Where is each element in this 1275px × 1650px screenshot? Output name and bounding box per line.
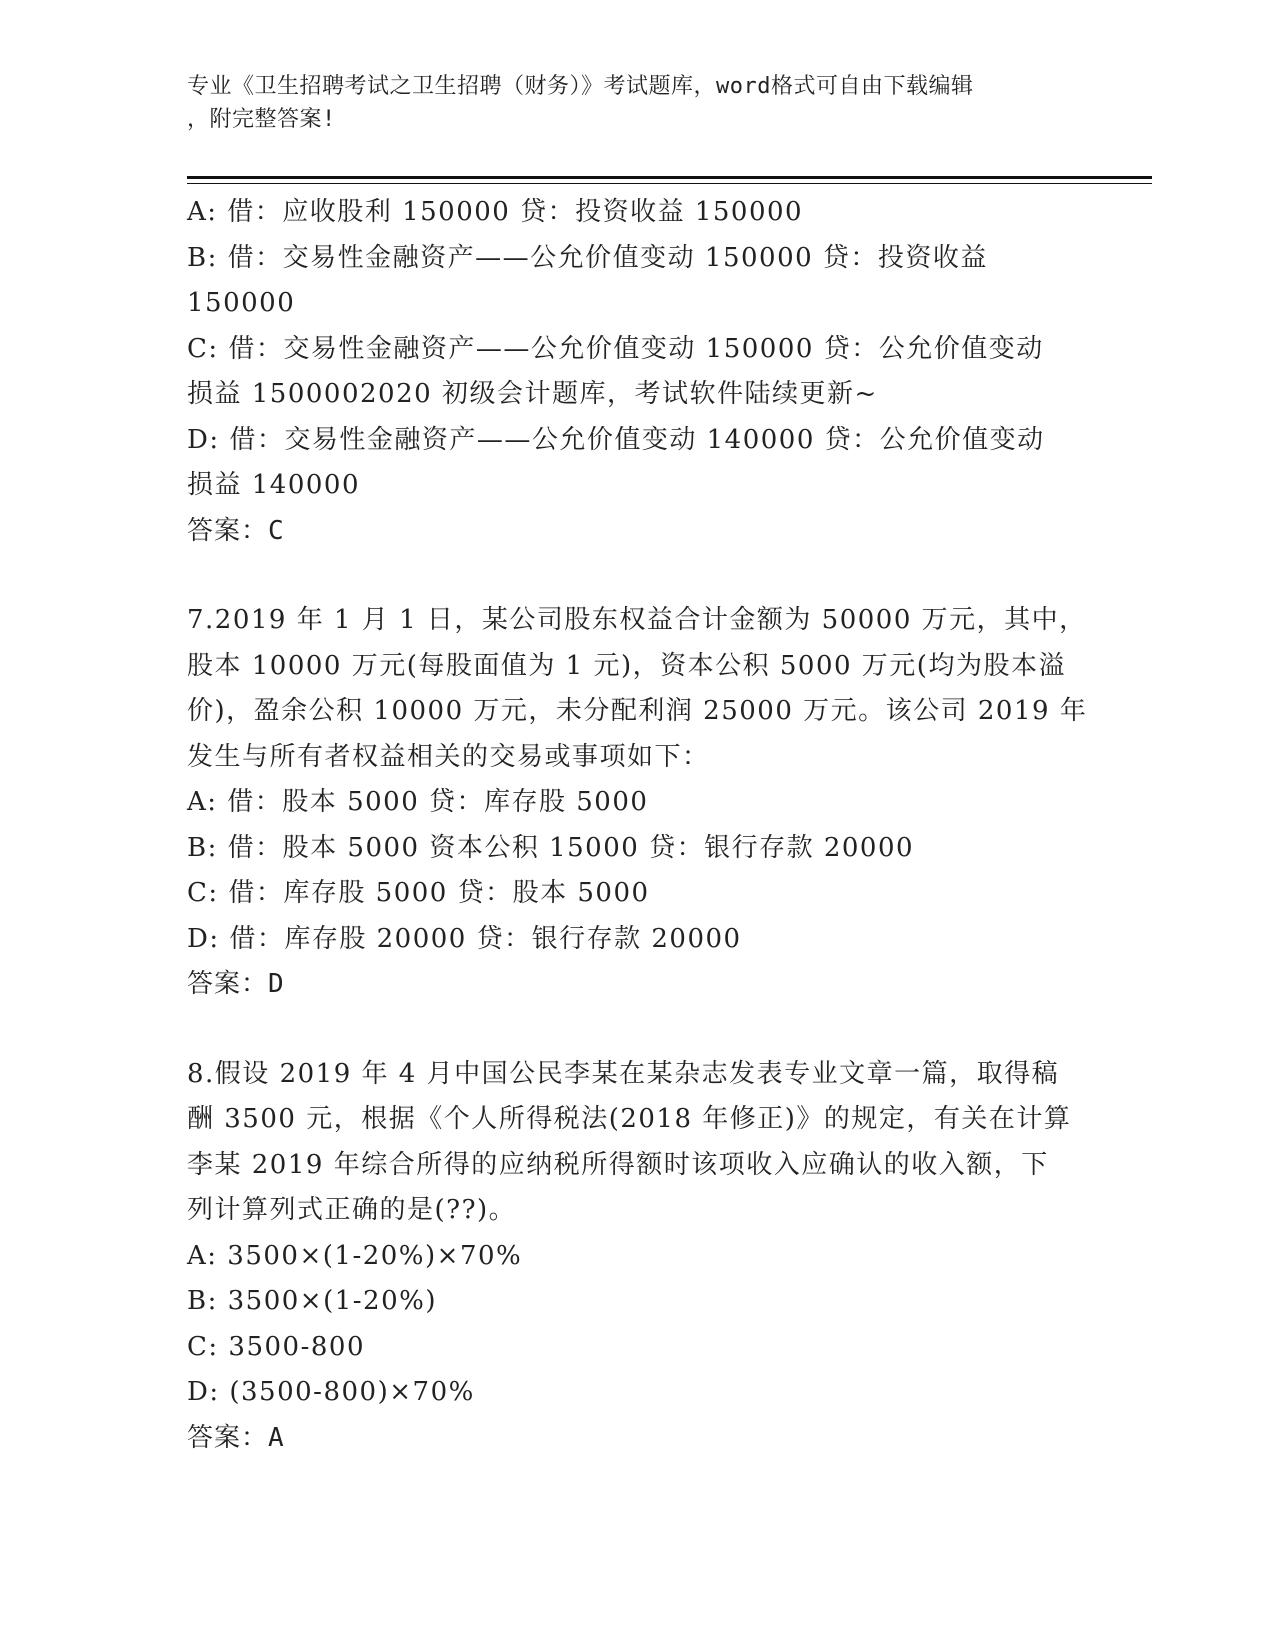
question-7-block (187, 598, 1087, 1008)
q8-stem-line-3: 李某 2019 年综合所得的应纳税所得额时该项收入应确认的收入额，下 (187, 1149, 1049, 1180)
q6-option-d-line-2: 损益 140000 (187, 470, 361, 500)
question-8-block (187, 1052, 1087, 1462)
q8-option-c: C: 3500-800 (187, 1331, 365, 1362)
q6-option-a: A: 借：应收股利 150000 贷：投资收益 150000 (187, 197, 804, 227)
header-rule-thick (187, 176, 1152, 179)
spacer (187, 554, 1087, 598)
q7-stem-line-1: 7.2019 年 1 月 1 日，某公司股东权益合计金额为 50000 万元，其中， (187, 605, 1087, 635)
header-rule-thin (187, 183, 1152, 184)
q7-option-c: C: 借：库存股 5000 贷：股本 5000 (187, 878, 650, 908)
question-6-block (187, 190, 1087, 554)
q7-option-a: A: 借：股本 5000 贷：库存股 5000 (187, 787, 649, 817)
q8-option-d: D: (3500-800)×70% (187, 1377, 475, 1407)
spacer (187, 1008, 1087, 1052)
q8-answer: 答案：A (187, 1422, 285, 1453)
q8-option-b: B: 3500×(1-20%) (187, 1286, 437, 1316)
q8-option-a: A: 3500×(1-20%)×70% (187, 1240, 523, 1271)
q6-option-c-line-1: C: 借：交易性金融资产——公允价值变动 150000 贷：公允价值变动 (187, 333, 1044, 364)
q6-option-d-line-1: D: 借：交易性金融资产——公允价值变动 140000 贷：公允价值变动 (187, 424, 1045, 455)
q6-answer: 答案：C (187, 515, 285, 546)
q8-stem-line-1: 8.假设 2019 年 4 月中国公民李某在某杂志发表专业文章一篇，取得稿 (187, 1058, 1060, 1089)
q7-stem-line-4: 发生与所有者权益相关的交易或事项如下： (187, 741, 710, 772)
q8-stem-line-2: 酬 3500 元，根据《个人所得税法(2018 年修正)》的规定，有关在计算 (187, 1104, 1072, 1134)
q7-answer: 答案：D (187, 969, 285, 999)
q7-stem-line-2: 股本 10000 万元(每股面值为 1 元)，资本公积 5000 万元(均为股本溢 (187, 650, 1066, 681)
header-title-line-1: 专业《卫生招聘考试之卫生招聘（财务）》考试题库，word格式可自由下载编辑 (187, 74, 974, 99)
q6-option-b-line-1: B: 借：交易性金融资产——公允价值变动 150000 贷：投资收益 (187, 242, 988, 273)
q8-stem-line-4: 列计算列式正确的是(??)。 (187, 1195, 517, 1225)
q6-option-b-line-2: 150000 (187, 288, 296, 318)
q7-option-d: D: 借：库存股 20000 贷：银行存款 20000 (187, 923, 742, 954)
q7-option-b: B: 借：股本 5000 资本公积 15000 贷：银行存款 20000 (187, 832, 915, 863)
q7-stem-line-3: 价)，盈余公积 10000 万元，未分配利润 25000 万元。该公司 2019 年 (187, 696, 1088, 726)
document-body (187, 190, 1087, 1461)
q6-option-c-line-2: 损益 1500002020 初级会计题库，考试软件陆续更新~ (187, 379, 878, 409)
document-header (187, 70, 1067, 136)
header-title-line-2: ，附完整答案! (187, 107, 336, 132)
